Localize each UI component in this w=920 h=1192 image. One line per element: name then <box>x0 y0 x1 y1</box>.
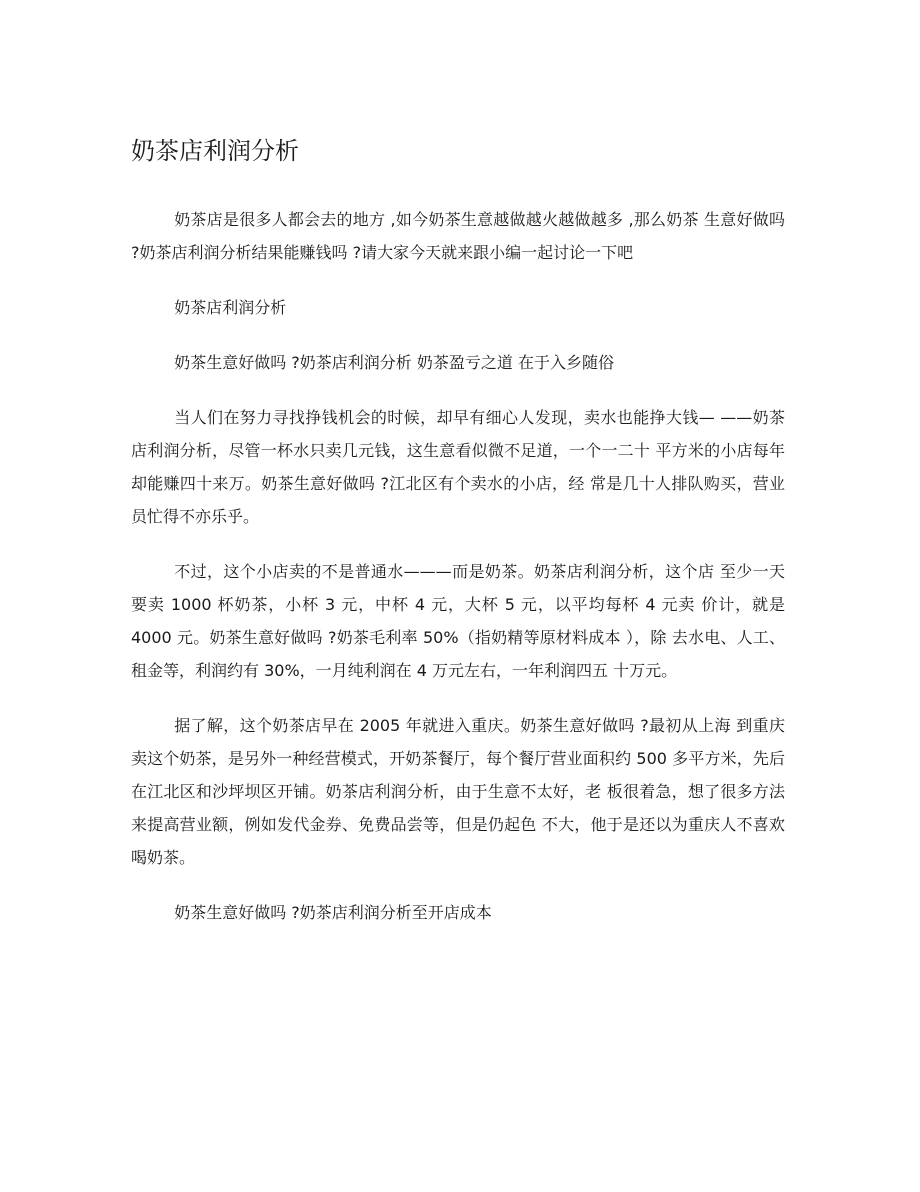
paragraph-history: 据了解，这个奶茶店早在 2005 年就进入重庆。奶茶生意好做吗 ?最初从上海 到重庆卖这个奶茶，是另外一种经营模式，开奶茶餐厅，每个餐厅营业面积约 500 多平方米，先后在江北区和沙坪坝区开铺。奶茶店利润分析，由于生意不太好，老 板很着急，想了很多方法来提高营业额，例如发代金券、免费品尝等，但是仍起色 不大，他于是还以为重庆人不喜欢喝奶茶。 <box>131 716 785 867</box>
paragraph-section-heading: 奶茶生意好做吗 ?奶茶店利润分析 奶茶盈亏之道 在于入乡随俗 <box>174 353 614 372</box>
document-title: 奶茶店利润分析 <box>131 137 299 165</box>
paragraph-subheading: 奶茶店利润分析 <box>174 298 287 317</box>
document-body <box>131 203 785 951</box>
paragraph-intro: 奶茶店是很多人都会去的地方 ,如今奶茶生意越做越火越做越多 ,那么奶茶 生意好做吗 ?奶茶店利润分析结果能赚钱吗 ?请大家今天就来跟小编一起讨论一下吧 <box>131 210 785 262</box>
paragraph-profit-figures: 不过，这个小店卖的不是普通水———而是奶茶。奶茶店利润分析，这个店 至少一天要卖 1000 杯奶茶，小杯 3 元，中杯 4 元，大杯 5 元，以平均每杯 4 元卖 价计，就是 4000 元。奶茶生意好做吗 ?奶茶毛利率 50%（指奶精等原材料成本 ），除 去水电、人工、租金等，利润约有 30%，一月纯利润在 4 万元左右，一年利润四五 十万元。 <box>131 562 785 680</box>
paragraph-startup-cost-heading: 奶茶生意好做吗 ?奶茶店利润分析至开店成本 <box>174 903 492 922</box>
paragraph-selling-water: 当人们在努力寻找挣钱机会的时候，却早有细心人发现，卖水也能挣大钱— ——奶茶店利润分析，尽管一杯水只卖几元钱，这生意看似微不足道，一个一二十 平方米的小店每年却能赚四十来万。奶茶生意好做吗 ?江北区有个卖水的小店，经 常是几十人排队购买，营业员忙得不亦乐乎。 <box>131 408 785 526</box>
